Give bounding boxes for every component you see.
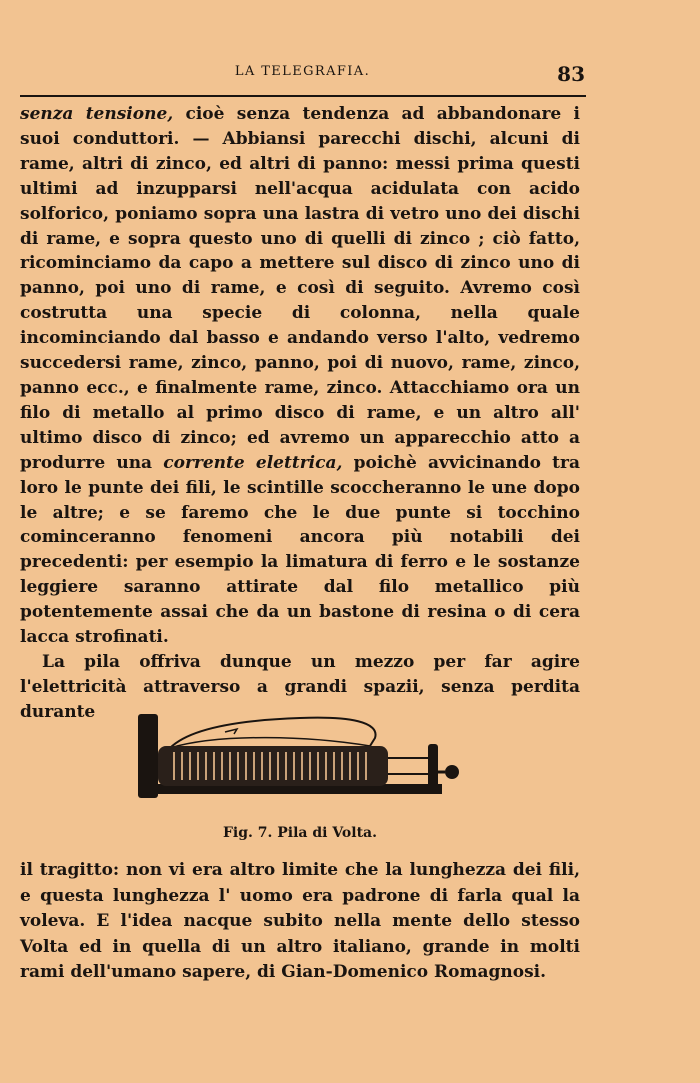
running-head xyxy=(20,62,585,86)
figure-caption: Fig. 7. Pila di Volta. xyxy=(222,825,378,841)
main-text xyxy=(20,102,580,725)
main-text-continued xyxy=(20,858,580,986)
italic-term: corrente elettrica, xyxy=(163,452,343,473)
paragraph-2: La pila offriva dunque un mezzo per far agire l'elettricità attraverso a grandi spazii, senza perdita durante xyxy=(20,651,580,722)
paragraph-1-text-b: poichè avvicinando tra loro le punte dei fili, le scintille scoccheranno le une dopo le altre; e se faremo che le due punte si tocchino cominceranno fenomeni ancora più notabili dei precedenti: per esempio la limatura di ferro e le sostanze leggiere saranno attirate dal filo metallico più potentemente assai che da un bastone di resina o di cera lacca strofinati. xyxy=(20,452,580,648)
paragraph-1 xyxy=(20,102,580,650)
header-rule xyxy=(20,95,586,97)
italic-lead: senza tensione, xyxy=(20,104,174,124)
paragraph-1-text-a: cioè senza tendenza ad abbandonare i suoi conduttori. — Abbiansi parecchi dischi, alcuni di rame, altri di zinco, ed altri di panno: messi prima questi ultimi ad inzupparsi nell'acqua acidulata con acido solforico, poniamo sopra una lastra di vetro uno dei dischi di rame, e sopra questo uno di quelli di zinco ; ciò fatto, ricominciamo da capo a mettere sul disco di zinco uno di panno, poi uno di rame, e così di seguito. Avremo così costrutta una specie di colonna, nella quale incominciando dal basso e andando verso l'alto, vedremo succedersi rame, zinco, panno, poi di nuovo, rame, zinco, panno ecc., e finalmente rame, zinco. Attacchiamo ora un filo di metallo al primo disco di rame, e un altro all' ultimo disco di zinco; ed avremo un apparecchio atto a produrre una xyxy=(20,104,580,473)
page-number: 83 xyxy=(557,62,585,86)
running-title: LA TELEGRAFIA. xyxy=(234,64,371,79)
paragraph-3: il tragitto: non vi era altro limite che la lunghezza dei fili, e questa lunghezza l' uomo era padrone di farla qual la voleva. E l'idea nacque subito nella mente dello stesso Volta ed in quella di un altro italiano, grande in molti rami dell'umano sapere, di Gian-Domenico Romagnosi. xyxy=(20,860,580,982)
volta-pile-illustration xyxy=(130,708,470,808)
figure-volta-pile xyxy=(130,708,470,808)
